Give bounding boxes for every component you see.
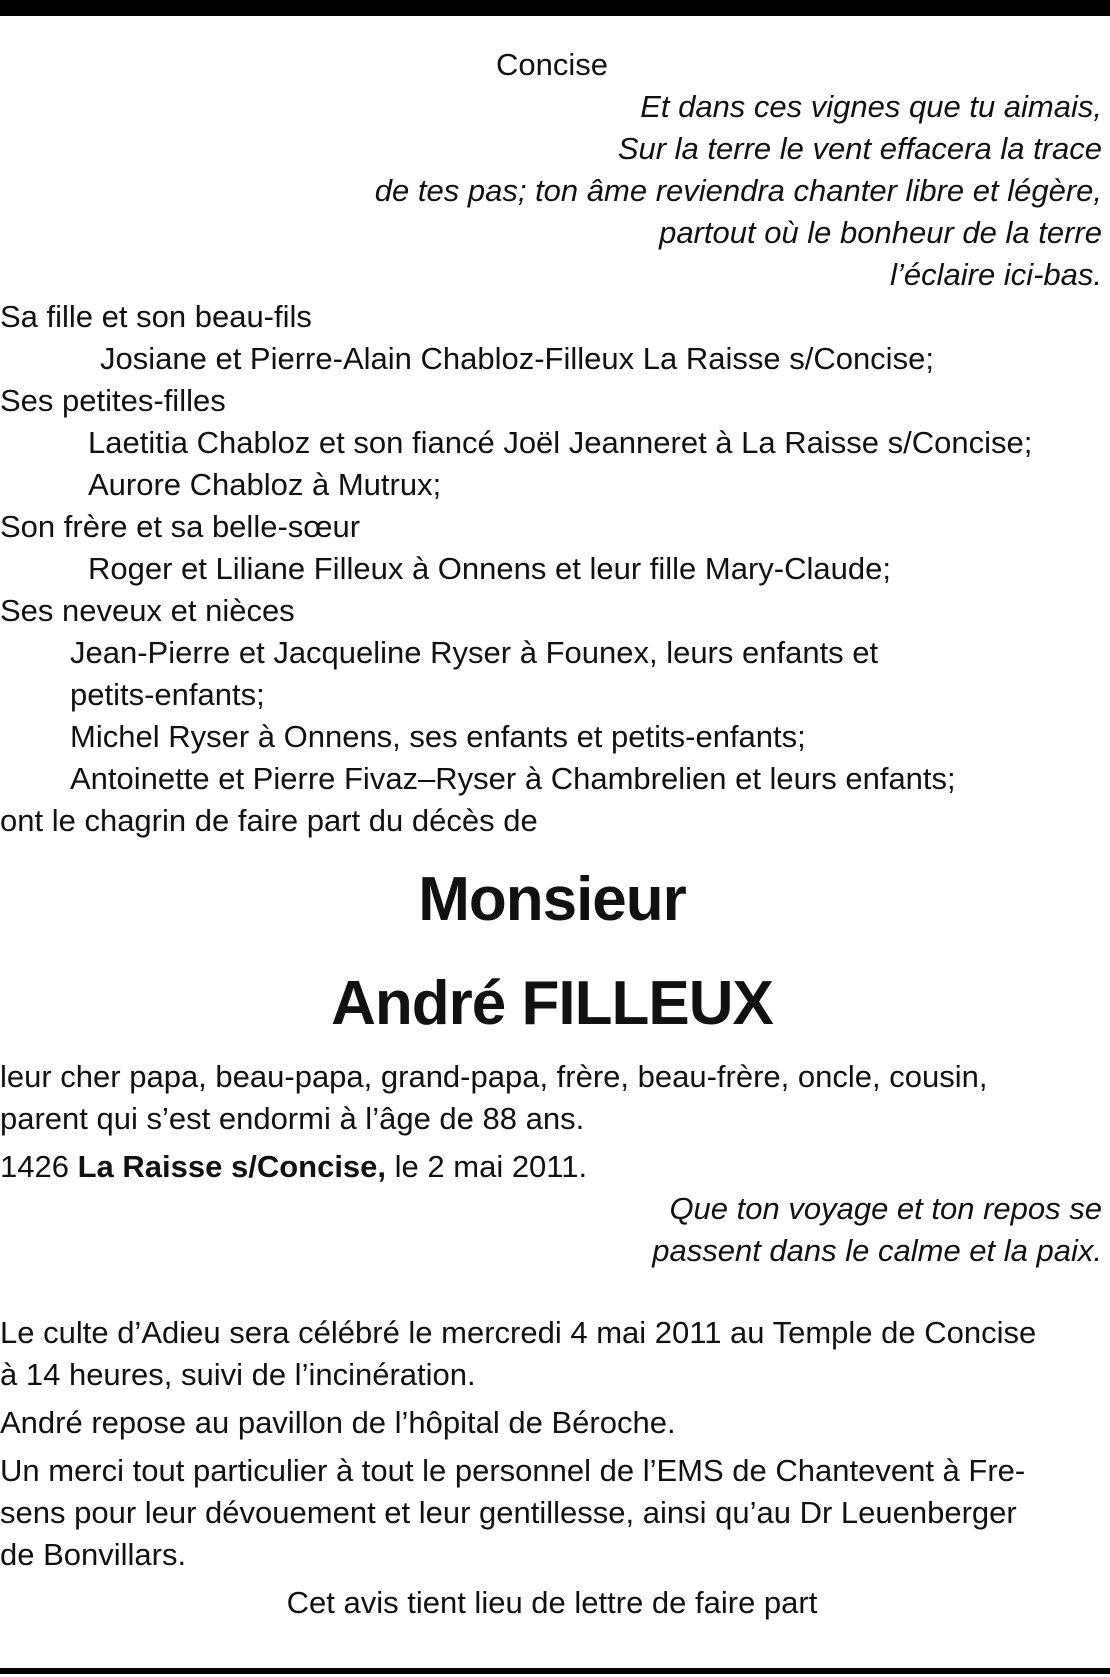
- quote-line: passent dans le calme et la paix.: [652, 1233, 1102, 1268]
- announcement-text: ont le chagrin de faire part du décès de: [0, 803, 538, 838]
- top-rule: [0, 0, 1110, 16]
- town: La Raisse s/Concise,: [77, 1149, 387, 1184]
- place-date-line: [0, 1146, 1104, 1188]
- poem-line: l’éclaire ici-bas.: [890, 257, 1102, 292]
- thanks-line: Un merci tout particulier à tout le personnel de l’EMS de Chantevent à Fre-: [0, 1453, 1026, 1488]
- bottom-rule: [0, 1668, 1110, 1674]
- granddaughters-label: Ses petites-filles: [0, 383, 226, 418]
- granddaughter-line: Aurore Chabloz à Mutrux;: [88, 467, 442, 502]
- thanks-line: de Bonvillars.: [0, 1537, 187, 1572]
- rest-line: André repose au pavillon de l’hôpital de Béroche.: [0, 1405, 676, 1440]
- daughter-label: Sa fille et son beau-fils: [0, 299, 312, 334]
- brother-line: Roger et Liliane Filleux à Onnens et leur fille Mary-Claude;: [88, 551, 891, 586]
- date: le 2 mai 2011.: [394, 1149, 588, 1184]
- ceremony-line: à 14 heures, suivi de l’incinération.: [0, 1357, 476, 1392]
- nephew-line: Jean-Pierre et Jacqueline Ryser à Founex, leurs enfants et: [70, 635, 879, 670]
- daughter-line: Josiane et Pierre-Alain Chabloz-Filleux La Raisse s/Concise;: [100, 341, 934, 376]
- nephews-label: Ses neveux et nièces: [0, 593, 295, 628]
- relation-line: parent qui s’est endormi à l’âge de 88 ans.: [0, 1101, 585, 1136]
- poem-line: Et dans ces vignes que tu aimais,: [640, 89, 1102, 124]
- nephew-line: Antoinette et Pierre Fivaz–Ryser à Chambrelien et leurs enfants;: [70, 761, 956, 796]
- deceased-name: André FILLEUX: [331, 969, 773, 1038]
- deceased-title: Monsieur: [418, 865, 686, 934]
- nephew-line: Michel Ryser à Onnens, ses enfants et petits-enfants;: [70, 719, 806, 754]
- poem-line: de tes pas; ton âme reviendra chanter libre et légère,: [374, 173, 1102, 208]
- quote-line: Que ton voyage et ton repos se: [669, 1191, 1102, 1226]
- notice-content: [0, 44, 1104, 1624]
- thanks-line: sens pour leur dévouement et leur gentillesse, ainsi qu’au Dr Leuenberger: [0, 1495, 1017, 1530]
- poem-line: partout où le bonheur de la terre: [659, 215, 1102, 250]
- place-heading: Concise: [496, 47, 608, 82]
- ceremony-line: Le culte d’Adieu sera célébré le mercredi 4 mai 2011 au Temple de Concise: [0, 1315, 1037, 1350]
- granddaughter-line: Laetitia Chabloz et son fiancé Joël Jeanneret à La Raisse s/Concise;: [88, 425, 1033, 460]
- nephew-line: petits-enfants;: [70, 677, 265, 712]
- closing-line: Cet avis tient lieu de lettre de faire part: [286, 1585, 818, 1620]
- postcode: 1426: [0, 1149, 69, 1184]
- brother-label: Son frère et sa belle-sœur: [0, 509, 361, 544]
- relation-line: leur cher papa, beau-papa, grand-papa, frère, beau-frère, oncle, cousin,: [0, 1059, 988, 1094]
- poem-line: Sur la terre le vent effacera la trace: [617, 131, 1102, 166]
- death-notice: [0, 44, 1110, 1624]
